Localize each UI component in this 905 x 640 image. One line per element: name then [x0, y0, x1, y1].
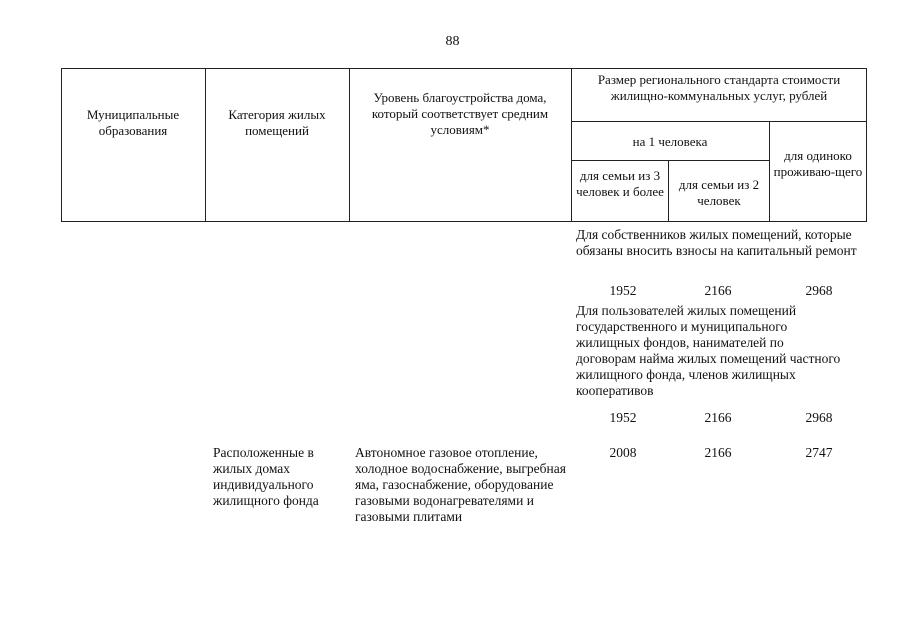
header-family-3: для семьи из 3 человек и более — [576, 168, 664, 199]
vline-5 — [668, 160, 669, 222]
bottom-border — [61, 221, 866, 222]
header-standard: Размер регионального стандарта стоимости жилищно-коммунальных услуг, рублей — [597, 72, 841, 103]
row-category: Расположенные в жилых домах индивидуального жилищного фонда — [213, 445, 319, 508]
vline-3 — [349, 68, 350, 222]
section-2-value-family2: 2166 — [704, 410, 732, 425]
header-level: Уровень благоустройства дома, который соответствует средним условиям* — [371, 90, 549, 137]
section-2-note: Для пользователей жилых помещений государственного и муниципального жилищных фондов, нанимателей по договорам найма жилых помещений частного жилищного фонда, членов жилищных кооперативов — [576, 303, 841, 398]
vline-2 — [205, 68, 206, 222]
section-1-value-family3: 1952 — [609, 283, 637, 298]
header-category: Категория жилых помещений — [228, 107, 326, 138]
row-value-family3: 2008 — [609, 445, 637, 460]
vline-4 — [571, 68, 572, 222]
top-border — [61, 68, 866, 69]
header-per-person: на 1 человека — [632, 134, 708, 149]
section-1-value-single: 2968 — [805, 283, 833, 298]
page-number: 88 — [445, 34, 460, 49]
row-level: Автономное газовое отопление, холодное водоснабжение, выгребная яма, газоснабжение, оборудование газовыми водонагревателями и газовыми плитами — [355, 445, 566, 524]
divider-per-person — [571, 160, 769, 161]
header-family-2: для семьи из 2 человек — [678, 177, 760, 208]
header-municipal: Муниципальные образования — [86, 107, 180, 138]
vline-7 — [866, 68, 867, 222]
header-single: для одиноко проживаю-щего — [773, 148, 863, 179]
section-1-value-family2: 2166 — [704, 283, 732, 298]
row-value-family2: 2166 — [704, 445, 732, 460]
section-1-note: Для собственников жилых помещений, которые обязаны вносить взносы на капитальный ремонт — [576, 227, 857, 258]
vline-1 — [61, 68, 62, 222]
row-value-single: 2747 — [805, 445, 833, 460]
section-2-value-single: 2968 — [805, 410, 833, 425]
divider-standard — [571, 121, 866, 122]
section-2-value-family3: 1952 — [609, 410, 637, 425]
vline-6 — [769, 121, 770, 222]
